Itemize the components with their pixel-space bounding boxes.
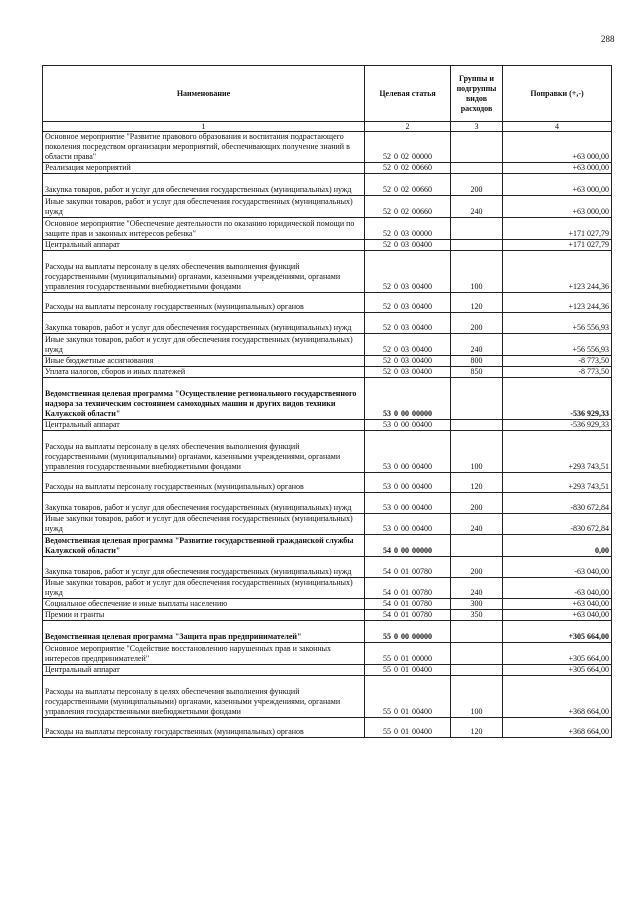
row-expense-group: 240 xyxy=(451,334,503,356)
row-name: Расходы на выплаты персоналу государственных (муниципальных) органов xyxy=(43,718,365,738)
row-target-code: 52 0 02 00000 xyxy=(365,132,451,163)
row-amendment: -8 773,50 xyxy=(503,367,612,378)
row-expense-group: 100 xyxy=(451,251,503,293)
column-number: 3 xyxy=(451,122,503,132)
row-amendment: 0,00 xyxy=(503,535,612,557)
row-target-code: 54 0 01 00780 xyxy=(365,610,451,621)
row-target-code: 53 0 00 00400 xyxy=(365,493,451,514)
header-amendments: Поправки (+,-) xyxy=(503,66,612,122)
row-amendment: +56 556,93 xyxy=(503,334,612,356)
row-amendment: +368 664,00 xyxy=(503,676,612,718)
row-name: Иные бюджетные ассигнования xyxy=(43,356,365,367)
table-row xyxy=(43,643,612,665)
row-target-code: 55 0 00 00000 xyxy=(365,621,451,643)
row-name: Расходы на выплаты персоналу в целях обеспечения выполнения функций государственными (муниципальными) органами, казенными учреждениями, органами управления государственными внебюджетными фондами xyxy=(43,431,365,473)
table-row xyxy=(43,557,612,578)
row-name: Основное мероприятие "Развитие правового образования и воспитания подрастающего поколения посредством организации мероприятий, обеспечивающих получение знаний в области права" xyxy=(43,132,365,163)
row-target-code: 53 0 00 00400 xyxy=(365,473,451,493)
row-amendment: +293 743,51 xyxy=(503,431,612,473)
row-amendment: +123 244,36 xyxy=(503,293,612,313)
row-expense-group xyxy=(451,621,503,643)
row-expense-group xyxy=(451,240,503,251)
table-row xyxy=(43,378,612,420)
table-row xyxy=(43,240,612,251)
row-expense-group: 120 xyxy=(451,718,503,738)
header-name: Наименование xyxy=(43,66,365,122)
table-row xyxy=(43,334,612,356)
table-row xyxy=(43,718,612,738)
row-expense-group: 850 xyxy=(451,367,503,378)
row-target-code: 54 0 01 00780 xyxy=(365,557,451,578)
table-row xyxy=(43,599,612,610)
row-amendment: -830 672,84 xyxy=(503,514,612,535)
table-row xyxy=(43,676,612,718)
row-amendment: +123 244,36 xyxy=(503,251,612,293)
row-name: Расходы на выплаты персоналу государственных (муниципальных) органов xyxy=(43,473,365,493)
row-amendment: +63 000,00 xyxy=(503,163,612,174)
row-expense-group xyxy=(451,218,503,240)
row-name: Иные закупки товаров, работ и услуг для обеспечения государственных (муниципальных) нужд xyxy=(43,514,365,535)
row-expense-group xyxy=(451,163,503,174)
row-expense-group xyxy=(451,665,503,676)
row-expense-group xyxy=(451,132,503,163)
row-target-code: 53 0 00 00400 xyxy=(365,431,451,473)
row-expense-group xyxy=(451,535,503,557)
column-number-row xyxy=(43,122,612,132)
table-row xyxy=(43,367,612,378)
row-expense-group: 240 xyxy=(451,578,503,599)
table-row xyxy=(43,493,612,514)
row-name: Закупка товаров, работ и услуг для обеспечения государственных (муниципальных) нужд xyxy=(43,557,365,578)
table-row xyxy=(43,578,612,599)
row-amendment: +368 664,00 xyxy=(503,718,612,738)
row-target-code: 55 0 01 00400 xyxy=(365,676,451,718)
row-target-code: 52 0 03 00400 xyxy=(365,313,451,334)
row-target-code: 52 0 03 00400 xyxy=(365,367,451,378)
row-expense-group: 200 xyxy=(451,493,503,514)
table-row xyxy=(43,196,612,218)
row-expense-group: 240 xyxy=(451,196,503,218)
row-target-code: 52 0 02 00660 xyxy=(365,196,451,218)
row-expense-group xyxy=(451,378,503,420)
row-target-code: 52 0 03 00400 xyxy=(365,334,451,356)
page-number: 288 xyxy=(601,34,615,44)
row-expense-group: 200 xyxy=(451,313,503,334)
table-header-row xyxy=(43,66,612,122)
row-amendment: +305 664,00 xyxy=(503,643,612,665)
row-name: Закупка товаров, работ и услуг для обеспечения государственных (муниципальных) нужд xyxy=(43,493,365,514)
row-target-code: 52 0 03 00400 xyxy=(365,251,451,293)
row-target-code: 54 0 01 00780 xyxy=(365,599,451,610)
table-row xyxy=(43,514,612,535)
row-target-code: 52 0 03 00400 xyxy=(365,293,451,313)
row-amendment: +171 027,79 xyxy=(503,218,612,240)
header-expense-group: Группы и подгруппы видов расходов xyxy=(451,66,503,122)
row-target-code: 55 0 01 00400 xyxy=(365,665,451,676)
row-amendment: -63 040,00 xyxy=(503,557,612,578)
row-expense-group: 100 xyxy=(451,676,503,718)
row-target-code: 55 0 01 00400 xyxy=(365,718,451,738)
row-name: Расходы на выплаты персоналу государственных (муниципальных) органов xyxy=(43,293,365,313)
row-amendment: +63 000,00 xyxy=(503,196,612,218)
row-name: Ведомственная целевая программа "Осуществление регионального государственного надзора за техническим состоянием самоходных машин и других видов техники Калужской области" xyxy=(43,378,365,420)
row-amendment: -536 929,33 xyxy=(503,420,612,431)
table-row xyxy=(43,665,612,676)
row-amendment: +63 040,00 xyxy=(503,610,612,621)
row-amendment: +293 743,51 xyxy=(503,473,612,493)
row-expense-group xyxy=(451,643,503,665)
column-number: 4 xyxy=(503,122,612,132)
row-name: Центральный аппарат xyxy=(43,420,365,431)
table-row xyxy=(43,431,612,473)
row-name: Премии и гранты xyxy=(43,610,365,621)
row-expense-group: 300 xyxy=(451,599,503,610)
row-target-code: 53 0 00 00000 xyxy=(365,378,451,420)
row-expense-group: 200 xyxy=(451,174,503,196)
row-target-code: 52 0 03 00400 xyxy=(365,356,451,367)
row-amendment: +305 664,00 xyxy=(503,621,612,643)
row-name: Иные закупки товаров, работ и услуг для обеспечения государственных (муниципальных) нужд xyxy=(43,196,365,218)
row-name: Ведомственная целевая программа "Защита прав предпринимателей" xyxy=(43,621,365,643)
row-name: Центральный аппарат xyxy=(43,240,365,251)
row-amendment: -63 040,00 xyxy=(503,578,612,599)
row-name: Расходы на выплаты персоналу в целях обеспечения выполнения функций государственными (муниципальными) органами, казенными учреждениями, органами управления государственными внебюджетными фондами xyxy=(43,676,365,718)
row-expense-group: 100 xyxy=(451,431,503,473)
row-name: Реализация мероприятий xyxy=(43,163,365,174)
row-target-code: 52 0 02 00660 xyxy=(365,163,451,174)
row-target-code: 55 0 01 00000 xyxy=(365,643,451,665)
table-row xyxy=(43,473,612,493)
table-row xyxy=(43,218,612,240)
table-row xyxy=(43,610,612,621)
row-target-code: 52 0 02 00660 xyxy=(365,174,451,196)
row-name: Закупка товаров, работ и услуг для обеспечения государственных (муниципальных) нужд xyxy=(43,313,365,334)
row-amendment: +171 027,79 xyxy=(503,240,612,251)
row-expense-group xyxy=(451,420,503,431)
row-name: Основное мероприятие "Содействие восстановлению нарушенных прав и законных интересов предпринимателей" xyxy=(43,643,365,665)
row-amendment: -830 672,84 xyxy=(503,493,612,514)
table-row xyxy=(43,174,612,196)
row-expense-group: 240 xyxy=(451,514,503,535)
row-amendment: -8 773,50 xyxy=(503,356,612,367)
row-target-code: 52 0 03 00400 xyxy=(365,240,451,251)
row-expense-group: 350 xyxy=(451,610,503,621)
row-target-code: 54 0 00 00000 xyxy=(365,535,451,557)
row-name: Расходы на выплаты персоналу в целях обеспечения выполнения функций государственными (муниципальными) органами, казенными учреждениями, органами управления государственными внебюджетными фондами xyxy=(43,251,365,293)
row-amendment: +63 040,00 xyxy=(503,599,612,610)
row-target-code: 53 0 00 00400 xyxy=(365,420,451,431)
row-name: Иные закупки товаров, работ и услуг для обеспечения государственных (муниципальных) нужд xyxy=(43,334,365,356)
table-row xyxy=(43,535,612,557)
table-row xyxy=(43,420,612,431)
table-row xyxy=(43,356,612,367)
row-name: Основное мероприятие "Обеспечение деятельности по оказанию юридической помощи по защите прав и законных интересов ребенка" xyxy=(43,218,365,240)
table-row xyxy=(43,313,612,334)
column-number: 1 xyxy=(43,122,365,132)
row-target-code: 54 0 01 00780 xyxy=(365,578,451,599)
row-amendment: +63 000,00 xyxy=(503,174,612,196)
row-amendment: +305 664,00 xyxy=(503,665,612,676)
row-name: Ведомственная целевая программа "Развитие государственной гражданской службы Калужской области" xyxy=(43,535,365,557)
table-row xyxy=(43,251,612,293)
row-name: Закупка товаров, работ и услуг для обеспечения государственных (муниципальных) нужд xyxy=(43,174,365,196)
row-target-code: 53 0 00 00400 xyxy=(365,514,451,535)
row-target-code: 52 0 03 00000 xyxy=(365,218,451,240)
row-expense-group: 120 xyxy=(451,473,503,493)
row-name: Иные закупки товаров, работ и услуг для обеспечения государственных (муниципальных) нужд xyxy=(43,578,365,599)
row-name: Уплата налогов, сборов и иных платежей xyxy=(43,367,365,378)
row-expense-group: 200 xyxy=(451,557,503,578)
column-number: 2 xyxy=(365,122,451,132)
row-amendment: +56 556,93 xyxy=(503,313,612,334)
row-amendment: -536 929,33 xyxy=(503,378,612,420)
row-name: Центральный аппарат xyxy=(43,665,365,676)
table-row xyxy=(43,163,612,174)
table-row xyxy=(43,132,612,163)
budget-amendments-table xyxy=(42,65,612,738)
table-row xyxy=(43,293,612,313)
row-expense-group: 120 xyxy=(451,293,503,313)
row-name: Социальное обеспечение и иные выплаты населению xyxy=(43,599,365,610)
table-row xyxy=(43,621,612,643)
header-target-article: Целевая статья xyxy=(365,66,451,122)
row-amendment: +63 000,00 xyxy=(503,132,612,163)
row-expense-group: 800 xyxy=(451,356,503,367)
